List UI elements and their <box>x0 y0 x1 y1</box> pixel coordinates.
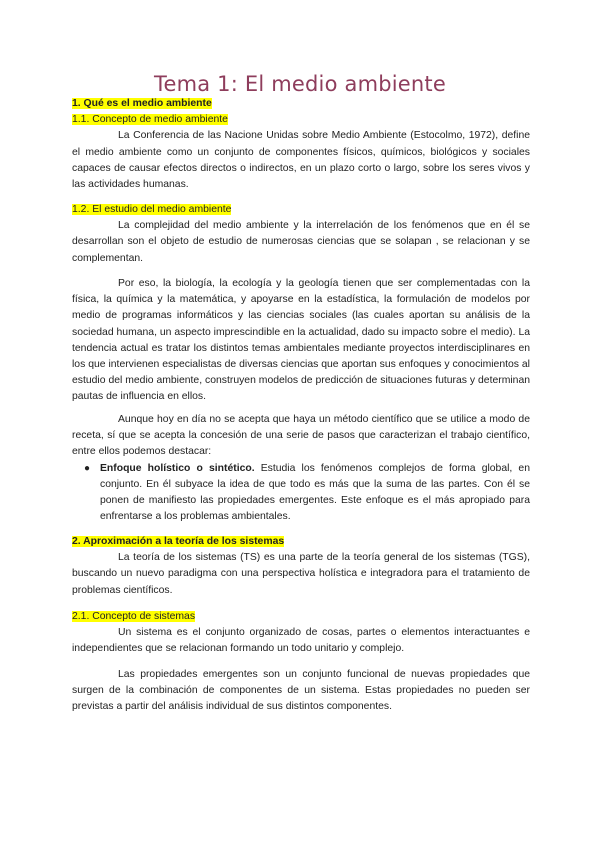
subsection-1-2-heading: 1.2. El estudio del medio ambiente <box>72 204 232 215</box>
subsection-1-2 <box>72 202 530 267</box>
subsection-2-1 <box>72 609 530 658</box>
bullet-text: Estudia los fenómenos complejos de forma global, en conjunto. En él subyace la idea de que todo es más que la suma de las partes. Con él se ponen de manifiesto las propiedades emergentes. Este enfoque es el más apropiado para enfrentarse a los problemas ambientales. <box>100 462 530 523</box>
subsection-1-2-paragraph-3-block <box>72 412 530 525</box>
section-2-paragraph: La teoría de los sistemas (TS) es una parte de la teoría general de los sistemas (TGS), buscando un nuevo paradigma con una perspectiva holística e integradora para el tratamiento de problemas científicos. <box>72 552 530 596</box>
approach-list <box>84 461 530 526</box>
section-1 <box>72 96 530 193</box>
subsection-1-2-paragraph-1: La complejidad del medio ambiente y la interrelación de los fenómenos que en él se desarrollan son el objeto de estudio de numerosas ciencias que se solapan , se relacionan y se complementan. <box>72 220 530 264</box>
section-2 <box>72 534 530 599</box>
subsection-2-1-paragraph-1: Un sistema es el conjunto organizado de cosas, partes o elementos interactuantes e independientes que se relacionan formando un todo unitario y complejo. <box>72 627 530 655</box>
subsection-1-1-paragraph: La Conferencia de las Nacione Unidas sobre Medio Ambiente (Estocolmo, 1972), define el medio ambiente como un conjunto de componentes físicos, químicos, biológicos y sociales capaces de causar efectos directos o indirectos, en un plazo corto o largo, sobre los seres vivos y las actividades humanas. <box>72 130 530 191</box>
subsection-2-1-heading: 2.1. Concepto de sistemas <box>72 611 196 622</box>
subsection-1-1-heading: 1.1. Concepto de medio ambiente <box>72 114 228 126</box>
subsection-2-1-paragraph-2: Las propiedades emergentes son un conjunto funcional de nuevas propiedades que surgen de la combinación de componentes de un sistema. Estas propiedades no pueden ser previstas a partir del análisis individual de sus distintos componentes. <box>72 669 530 713</box>
subsection-1-2-paragraph-2-block <box>72 276 530 406</box>
subsection-2-1-paragraph-2-block <box>72 667 530 716</box>
bullet-bold-text: Enfoque holístico o sintético. <box>100 462 255 474</box>
subsection-1-2-paragraph-2: Por eso, la biología, la ecología y la geología tienen que ser complementadas con la física, la química y la matemática, y apoyarse en la estadística, la formulación de modelos por medio de programas informáticos y las ciencias sociales (las cuales aportan su análisis de la sociedad humana, un aspecto imprescindible en la actualidad, dado su impacto sobre el medio). La tendencia actual es tratar los distintos temas ambientales mediante proyectos interdisciplinares en los que intervienen especialistas de diversas ciencias que aportan sus enfoques y conocimientos al estudio del medio ambiente, construyen modelos de predicción de situaciones futuras y determinan pautas de influencia en ellos. <box>72 278 530 403</box>
document-title: Tema 1: El medio ambiente <box>153 72 446 96</box>
list-item <box>84 461 530 526</box>
section-1-heading: 1. Qué es el medio ambiente <box>72 98 212 109</box>
subsection-1-2-paragraph-3: Aunque hoy en día no se acepta que haya un método científico que se utilice a modo de receta, sí que se acepta la concesión de una serie de pasos que caracterizan el trabajo científico, entre ellos podemos destacar: <box>72 414 530 458</box>
bullet-icon: ● <box>84 462 91 474</box>
section-2-heading: 2. Aproximación a la teoría de los sistemas <box>72 536 285 547</box>
